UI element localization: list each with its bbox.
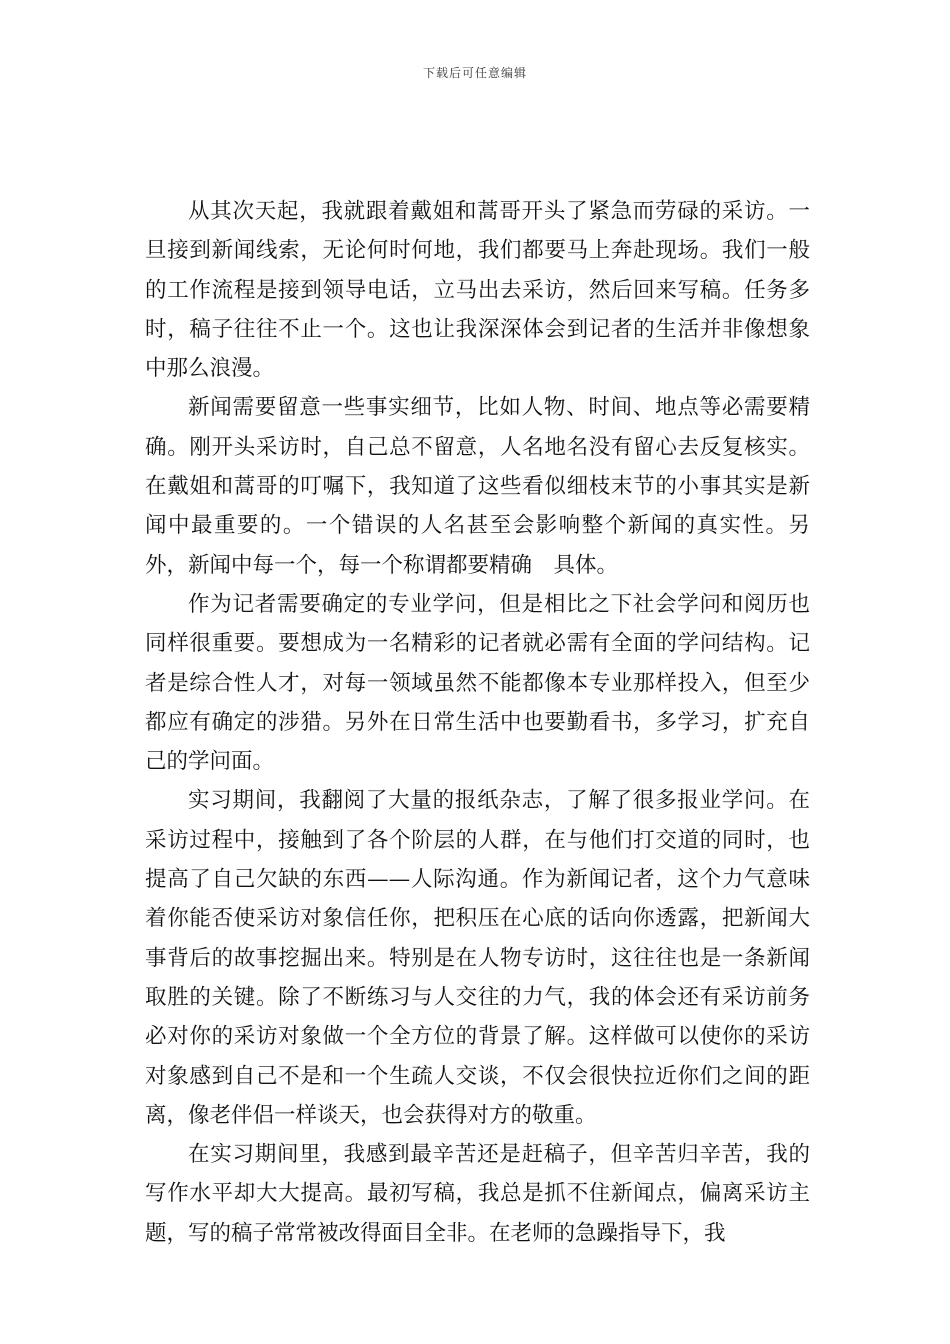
- document-body: [145, 192, 810, 1253]
- paragraph-2: 新闻需要留意一些事实细节，比如人物、时间、地点等必需要精确。刚开头采访时，自己总不留意，人名地名没有留心去反复核实。在戴姐和蒿哥的叮嘱下，我知道了这些看似细枝末节的小事其实是新闻中最重要的。一个错误的人名甚至会影响整个新闻的真实性。另外，新闻中每一个，每一个称谓都要精确 具体。: [145, 395, 810, 578]
- paragraph-4: 实习期间，我翻阅了大量的报纸杂志，了解了很多报业学问。在采访过程中，接触到了各个阶层的人群，在与他们打交道的同时，也提高了自己欠缺的东西——人际沟通。作为新闻记者，这个力气意味着你能否使采访对象信任你，把积压在心底的话向你透露，把新闻大事背后的故事挖掘出来。特别是在人物专访时，这往往也是一条新闻取胜的关键。除了不断练习与人交往的力气，我的体会还有采访前务必对你的采访对象做一个全方位的背景了解。这样做可以使你的采访对象感到自己不是和一个生疏人交谈，不仅会很快拉近你们之间的距离，像老伴侣一样谈天，也会获得对方的敬重。: [145, 788, 810, 1128]
- page-header: 下载后可任意编辑: [422, 66, 527, 80]
- paragraph-3: 作为记者需要确定的专业学问，但是相比之下社会学问和阅历也同样很重要。要想成为一名精彩的记者就必需有全面的学问结构。记者是综合性人才，对每一领域虽然不能都像本专业那样投入，但至少都应有确定的涉猎。另外在日常生活中也要勤看书，多学习，扩充自己的学问面。: [145, 591, 810, 775]
- paragraph-1: 从其次天起，我就跟着戴姐和蒿哥开头了紧急而劳碌的采访。一旦接到新闻线索，无论何时何地，我们都要马上奔赴现场。我们一般的工作流程是接到领导电话，立马出去采访，然后回来写稿。任务多时，稿子往往不止一个。这也让我深深体会到记者的生活并非像想象中那么浪漫。: [145, 199, 810, 382]
- paragraph-5: 在实习期间里，我感到最辛苦还是赶稿子，但辛苦归辛苦，我的写作水平却大大提高。最初写稿，我总是抓不住新闻点，偏离采访主题，写的稿子常常被改得面目全非。在老师的急躁指导下，我: [145, 1142, 810, 1246]
